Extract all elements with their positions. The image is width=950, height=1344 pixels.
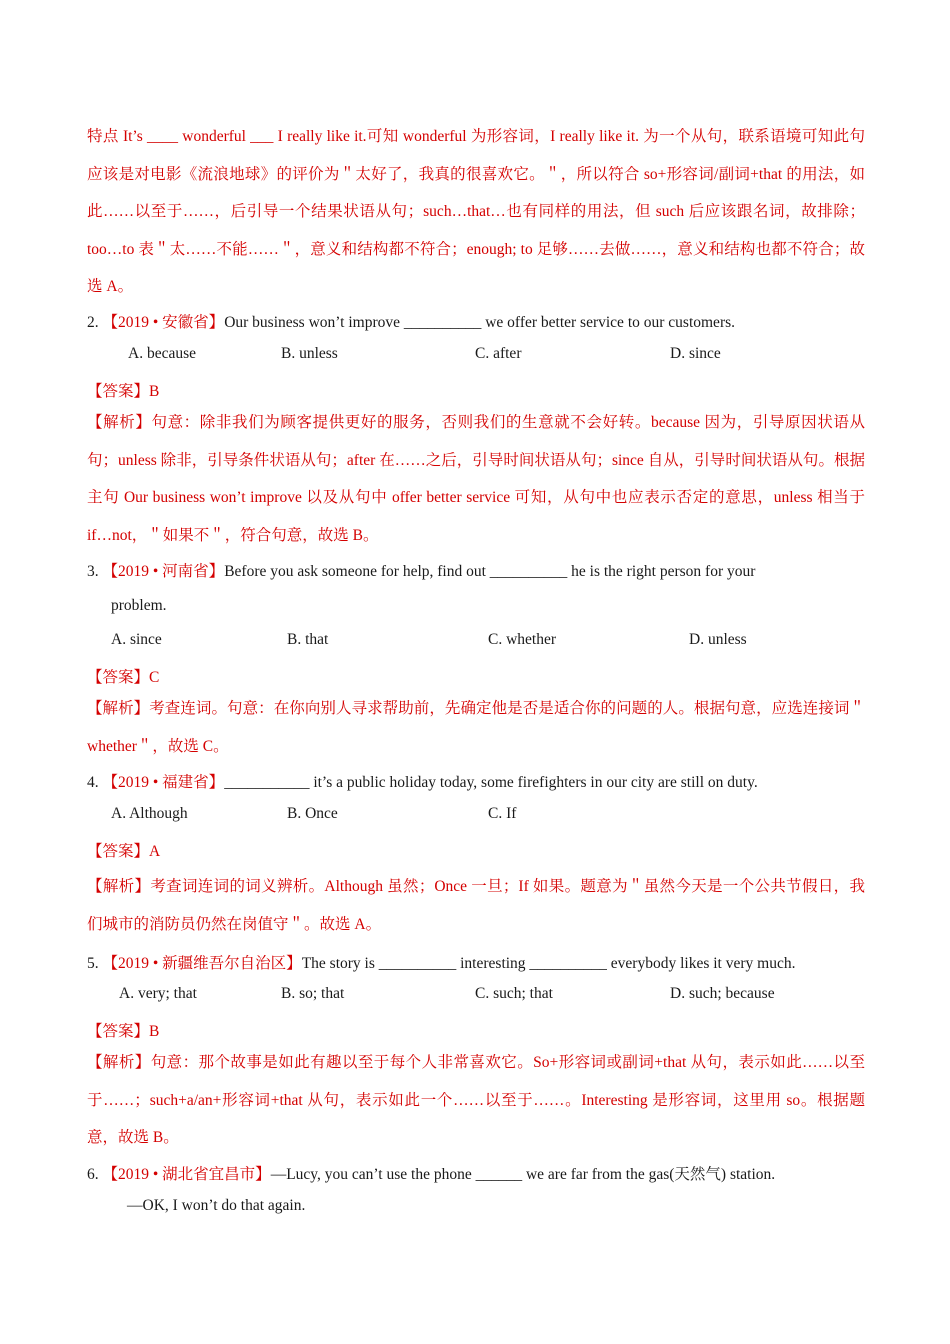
option-a: A. Although xyxy=(111,805,188,822)
analysis-text: 【解析】考查连词。句意：在你向别人寻求帮助前，先确定他是否是适合你的问题的人。根据句意，应选连接词＂whether＂，故选 C。 xyxy=(87,700,865,755)
question-text: ___________ it’s a public holiday today, some firefighters in our city are still on duty. xyxy=(224,774,758,791)
option-c: C. after xyxy=(475,345,522,362)
option-d: D. such; because xyxy=(670,985,775,1002)
question-text: Our business won’t improve __________ we offer better service to our customers. xyxy=(224,314,736,331)
question-4-stem xyxy=(87,770,758,792)
question-number: 6. xyxy=(87,1166,99,1183)
analysis-text: 【解析】句意：除非我们为顾客提供更好的服务，否则我们的生意就不会好转。because 因为，引导原因状语从句；unless 除非，引导条件状语从句；after 在……之后，引导时间状语从句；since 自从，引导时间状语从句。根据主句 Our business won’t improve 以及从句中 offer better service 可知，从句中也应表示否定的意思，unless 相当于 if…not，＂如果不＂，符合句意，故选 B。 xyxy=(87,414,865,544)
question-text-continued: problem. xyxy=(111,597,167,614)
option-a: A. because xyxy=(128,345,196,362)
question-number: 4. xyxy=(87,774,99,791)
question-source-tag: 【2019 • 福建省】 xyxy=(102,774,225,791)
question-text: —Lucy, you can’t use the phone ______ we are far from the gas(天然气) station. xyxy=(270,1166,776,1183)
answer-label: 【答案】B xyxy=(87,383,160,400)
question-source-tag: 【2019 • 安徽省】 xyxy=(102,314,225,331)
question-6-stem xyxy=(87,1162,775,1184)
option-c: C. such; that xyxy=(475,985,553,1002)
analysis-text: 【解析】考查词连词的词义辨析。Although 虽然；Once 一旦；If 如果。题意为＂虽然今天是一个公共节假日，我们城市的消防员仍然在岗值守＂。故选 A。 xyxy=(87,878,865,933)
answer-label: 【答案】A xyxy=(87,843,161,860)
option-d: D. since xyxy=(670,345,721,362)
option-c: C. If xyxy=(488,805,517,822)
question-source-tag: 【2019 • 河南省】 xyxy=(102,563,225,580)
question-text: Before you ask someone for help, find out __________ he is the right person for your xyxy=(224,563,756,580)
option-d: D. unless xyxy=(689,631,747,648)
question-text: The story is __________ interesting __________ everybody likes it very much. xyxy=(301,955,796,972)
option-a: A. very; that xyxy=(119,985,197,1002)
question-5-stem xyxy=(87,951,795,973)
option-b: B. Once xyxy=(287,805,338,822)
question-3-stem xyxy=(87,559,755,581)
answer-label: 【答案】B xyxy=(87,1023,160,1040)
question-number: 3. xyxy=(87,563,99,580)
question-2-stem xyxy=(87,310,735,332)
question-number: 5. xyxy=(87,955,99,972)
question-number: 2. xyxy=(87,314,99,331)
answer-label: 【答案】C xyxy=(87,669,160,686)
analysis-text: 【解析】句意：那个故事是如此有趣以至于每个人非常喜欢它。So+形容词或副词+that 从句，表示如此……以至于……；such+a/an+形容词+that 从句，表示如此一个……以至于……。Interesting 是形容词，这里用 so。根据题意，故选 B。 xyxy=(87,1054,865,1146)
previous-explanation-continuation: 特点 It’s ____ wonderful ___ I really like it.可知 wonderful 为形容词，I really like it. 为一个从句，联系语境可知此句应该是对电影《流浪地球》的评价为＂太好了，我真的很喜欢它。＂，所以符合 so+形容词/副词+that 的用法，如此……以至于……，后引导一个结果状语从句；such…that…也有同样的用法，但 such 后应该跟名词，故排除；too…to 表＂太……不能……＂，意义和结构都不符合；enough; to 足够……去做……，意义和结构也都不符合；故选 A。 xyxy=(87,128,865,295)
option-b: B. that xyxy=(287,631,329,648)
question-source-tag: 【2019 • 湖北省宜昌市】 xyxy=(102,1166,271,1183)
option-b: B. unless xyxy=(281,345,338,362)
option-a: A. since xyxy=(111,631,162,648)
question-source-tag: 【2019 • 新疆维吾尔自治区】 xyxy=(102,955,302,972)
option-c: C. whether xyxy=(488,631,557,648)
option-b: B. so; that xyxy=(281,985,345,1002)
dialogue-reply: —OK, I won’t do that again. xyxy=(127,1197,306,1214)
